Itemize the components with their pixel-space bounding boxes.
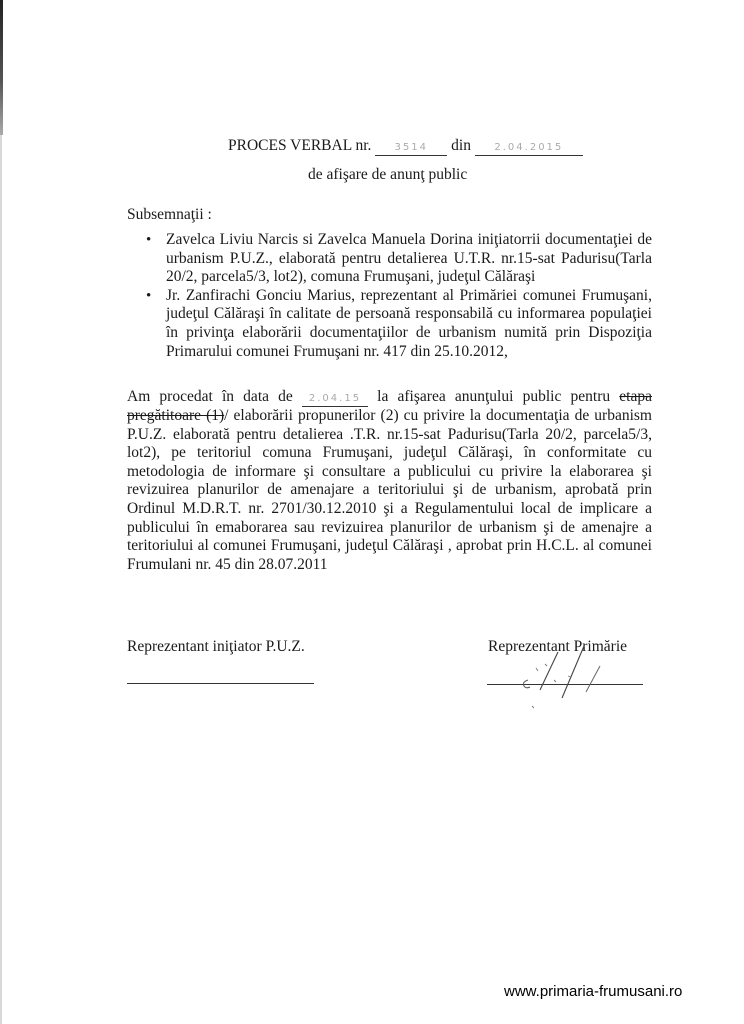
document-subtitle: de afişare de anunţ public	[308, 166, 468, 183]
paragraph-text-2: la afişarea anunţului public pentru	[367, 388, 620, 405]
title-prefix: PROCES VERBAL nr.	[228, 137, 372, 154]
initiator-signature-line	[127, 683, 314, 684]
document-title	[228, 137, 583, 156]
paragraph-text-3: / elaborării propunerilor (2) cu privire la documentaţia de urbanism P.U.Z. elaborată pentru detalierea .T.R. nr.15-sat Padurisu(Tarla 20/2, parcela5/3, lot2), pe teritoriul comuna Frumuşani, judeţul Călăraşi, în conformitate cu metodologia de informare şi consultare a publicului cu privire la elaborarea şi revizuirea planurilor de amenajare a teritoriului şi de urbanism, aprobată prin Ordinul M.D.R.T. nr. 2701/30.12.2010 şi a Regulamentului local de implicare a publicului în emaborarea sau revizuirea planurilor de urbanism şi de amenajre a teritoriului al comunei Frumuşani, judeţul Călăraşi , aprobat prin H.C.L. al comunei Frumulani nr. 45 din 28.07.2011	[127, 407, 652, 573]
list-item-initiators: • Zavelca Liviu Narcis si Zavelca Manuela Dorina iniţiatorrii documentaţiei de urbanism P.U.Z., elaborată pentru detalierea U.T.R. nr.15-sat Padurisu(Tarla 20/2, parcela5/3, lot2), comuna Frumuşani, judeţul Călăraşi	[146, 231, 652, 287]
signatories-list	[146, 231, 652, 361]
handwritten-display-date: 2.04.15	[302, 392, 368, 407]
scan-edge-artifact	[0, 0, 3, 135]
handwritten-signature-icon	[510, 640, 620, 710]
din-label: din	[451, 137, 471, 154]
handwritten-number-field: 3514	[375, 141, 447, 156]
main-paragraph	[127, 388, 652, 574]
subsemnatii-label: Subsemnaţii :	[127, 206, 212, 223]
website-watermark: www.primaria-frumusani.ro	[504, 983, 683, 1000]
scan-edge-shadow	[0, 135, 2, 1024]
struck-text: etapa pregătitoare (1)	[127, 388, 652, 424]
primarie-signature-label: Reprezentant Primărie	[488, 638, 628, 655]
handwritten-date-field: 2.04.2015	[475, 141, 583, 156]
initiator-signature-label: Reprezentant iniţiator P.U.Z.	[127, 638, 305, 655]
paragraph-text-1: Am procedat în data de	[127, 388, 302, 405]
list-item-representative: • Jr. Zanfirachi Gonciu Marius, reprezentant al Primăriei comunei Frumuşani, judeţul Călăraşi în calitate de persoană responsabilă cu informarea populaţiei în privinţa elaborării documentaţiilor de urbanism numită prin Dispoziţia Primarului comunei Frumuşani nr. 417 din 25.10.2012,	[146, 287, 652, 361]
